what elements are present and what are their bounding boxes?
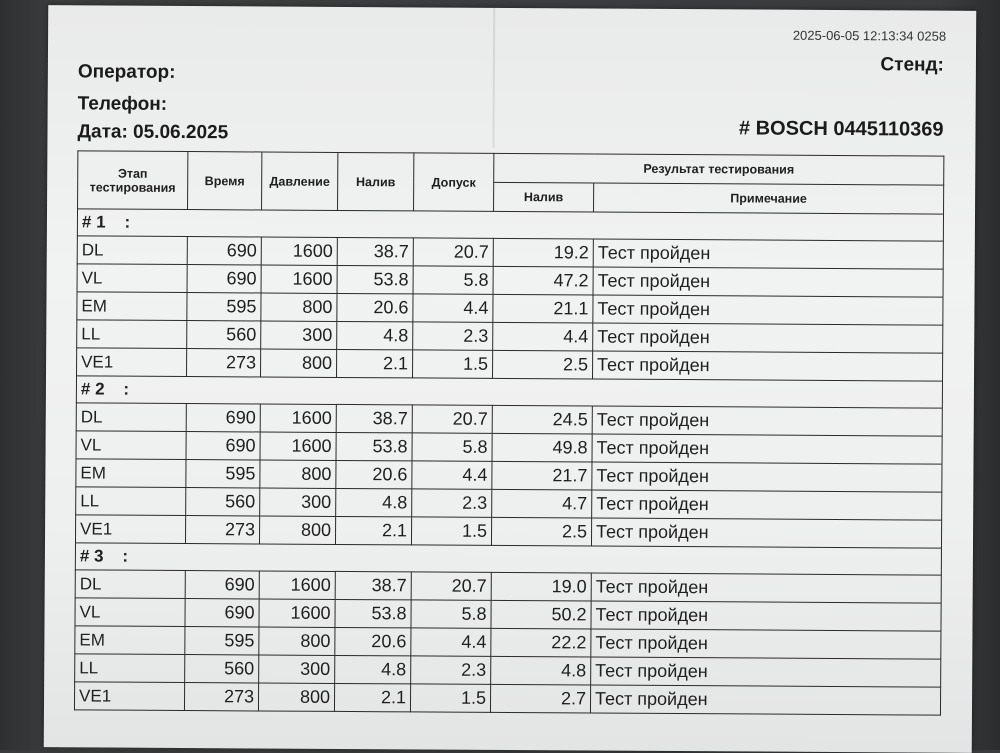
column-header-result-group: Результат тестирования [494,153,944,185]
tolerance-cell: 1.5 [411,517,491,545]
column-header-pressure: Давление [262,152,338,210]
stage-cell: VE1 [74,682,184,711]
fill-cell: 4.8 [337,321,413,349]
stage-cell: DL [76,403,186,432]
stage-cell: DL [75,570,185,599]
fill-cell: 53.8 [337,265,413,293]
note-cell: Тест пройден [592,406,942,436]
time-cell: 560 [186,488,260,516]
result-fill-cell: 49.8 [492,433,592,462]
fill-cell: 53.8 [335,599,411,627]
tolerance-cell: 4.4 [411,628,491,656]
pressure-cell: 800 [261,349,337,377]
test-group-label: # 2 : [76,376,942,408]
time-cell: 560 [187,321,261,349]
time-cell: 560 [185,655,259,683]
pressure-cell: 1600 [259,599,335,627]
column-header-fill: Налив [338,152,414,210]
results-table-body [74,209,943,715]
stage-cell: VE1 [77,348,187,377]
result-fill-cell: 22.2 [491,628,591,657]
date-text: Дата: 05.06.2025 [77,121,229,144]
time-cell: 690 [187,265,261,293]
pressure-cell: 800 [258,683,334,711]
injector-model: # BOSCH 0445110369 [738,117,944,141]
note-cell: Тест пройден [593,239,943,269]
fill-cell: 38.7 [336,404,412,432]
stage-cell: VL [77,264,187,293]
note-cell: Тест пройден [593,351,943,381]
pressure-cell: 300 [259,655,335,683]
fill-cell: 38.7 [335,571,411,599]
pressure-cell: 800 [261,293,337,321]
time-cell: 595 [185,627,259,655]
result-fill-cell: 4.8 [491,656,591,685]
pressure-cell: 1600 [259,571,335,599]
pressure-cell: 300 [261,321,337,349]
tolerance-cell: 5.8 [411,600,491,628]
result-fill-cell: 2.7 [490,684,590,713]
column-header-time: Время [188,152,262,210]
stage-cell: EM [75,626,185,655]
time-cell: 595 [186,460,260,488]
stand-label: Стенд: [880,54,944,76]
fill-cell: 38.7 [337,237,413,265]
stage-cell: DL [77,236,187,265]
stage-cell: LL [75,654,185,683]
pressure-cell: 800 [259,516,335,544]
operator-label: Оператор: [77,61,176,83]
time-cell: 273 [187,349,261,377]
print-timestamp: 2025-06-05 12:13:34 0258 [792,27,947,44]
tolerance-cell: 4.4 [412,461,492,489]
stage-cell: EM [77,292,187,321]
time-cell: 690 [186,432,260,460]
pressure-cell: 1600 [260,432,336,460]
pressure-cell: 1600 [261,237,337,265]
stage-cell: LL [76,487,186,516]
note-cell: Тест пройден [591,657,941,687]
tolerance-cell: 1.5 [413,350,493,378]
fill-cell: 20.6 [337,293,413,321]
column-header-tolerance: Допуск [414,153,494,211]
result-fill-cell: 4.4 [493,322,593,351]
result-fill-cell: 19.2 [493,238,593,267]
stage-cell: EM [76,459,186,488]
note-cell: Тест пройден [593,295,943,325]
result-fill-cell: 47.2 [493,266,593,295]
fill-cell: 53.8 [336,432,412,460]
column-header-note: Примечание [594,183,944,214]
time-cell: 690 [186,404,260,432]
results-table [74,150,944,715]
note-cell: Тест пройден [593,323,943,353]
fill-cell: 2.1 [337,349,413,377]
pressure-cell: 800 [259,627,335,655]
result-fill-cell: 21.7 [492,461,592,490]
fill-cell: 4.8 [335,655,411,683]
result-fill-cell: 2.5 [491,517,591,546]
test-group-label: # 3 : [75,543,941,575]
pressure-cell: 800 [260,460,336,488]
tolerance-cell: 20.7 [413,238,493,266]
result-fill-cell: 21.1 [493,294,593,323]
tolerance-cell: 5.8 [412,433,492,461]
note-cell: Тест пройден [591,573,941,603]
pressure-cell: 1600 [260,404,336,432]
time-cell: 595 [187,293,261,321]
time-cell: 273 [184,683,258,711]
result-fill-cell: 50.2 [491,600,591,629]
fill-cell: 20.6 [336,460,412,488]
note-cell: Тест пройден [592,434,942,464]
fill-cell: 20.6 [335,627,411,655]
table-row [74,682,940,715]
test-group-label: # 1 : [77,209,943,241]
note-cell: Тест пройден [590,685,940,715]
fill-cell: 2.1 [334,683,410,711]
stage-cell: VL [76,431,186,460]
tolerance-cell: 5.8 [413,266,493,294]
note-cell: Тест пройден [591,601,941,631]
fill-cell: 4.8 [336,488,412,516]
tolerance-cell: 20.7 [411,572,491,600]
note-cell: Тест пройден [592,462,942,492]
time-cell: 690 [187,237,261,265]
pressure-cell: 300 [260,488,336,516]
tolerance-cell: 4.4 [413,294,493,322]
tolerance-cell: 2.3 [413,322,493,350]
result-fill-cell: 19.0 [491,572,591,601]
tolerance-cell: 20.7 [412,405,492,433]
phone-label: Телефон: [77,93,168,115]
stage-cell: VE1 [75,515,185,544]
column-header-result-fill: Налив [494,182,594,212]
tolerance-cell: 1.5 [410,684,490,712]
note-cell: Тест пройден [593,267,943,297]
column-header-stage: Этап тестирования [78,151,188,210]
time-cell: 690 [185,599,259,627]
time-cell: 690 [185,571,259,599]
paper-crease [492,8,495,148]
result-fill-cell: 2.5 [493,350,593,379]
note-cell: Тест пройден [592,490,942,520]
time-cell: 273 [185,516,259,544]
test-report-sheet [44,5,977,753]
tolerance-cell: 2.3 [412,489,492,517]
stage-cell: VL [75,598,185,627]
note-cell: Тест пройден [591,629,941,659]
stage-cell: LL [77,320,187,349]
result-fill-cell: 4.7 [492,489,592,518]
note-cell: Тест пройден [591,518,941,548]
tolerance-cell: 2.3 [411,656,491,684]
table-header-row-top [78,151,944,185]
pressure-cell: 1600 [261,265,337,293]
fill-cell: 2.1 [335,516,411,544]
result-fill-cell: 24.5 [492,405,592,434]
